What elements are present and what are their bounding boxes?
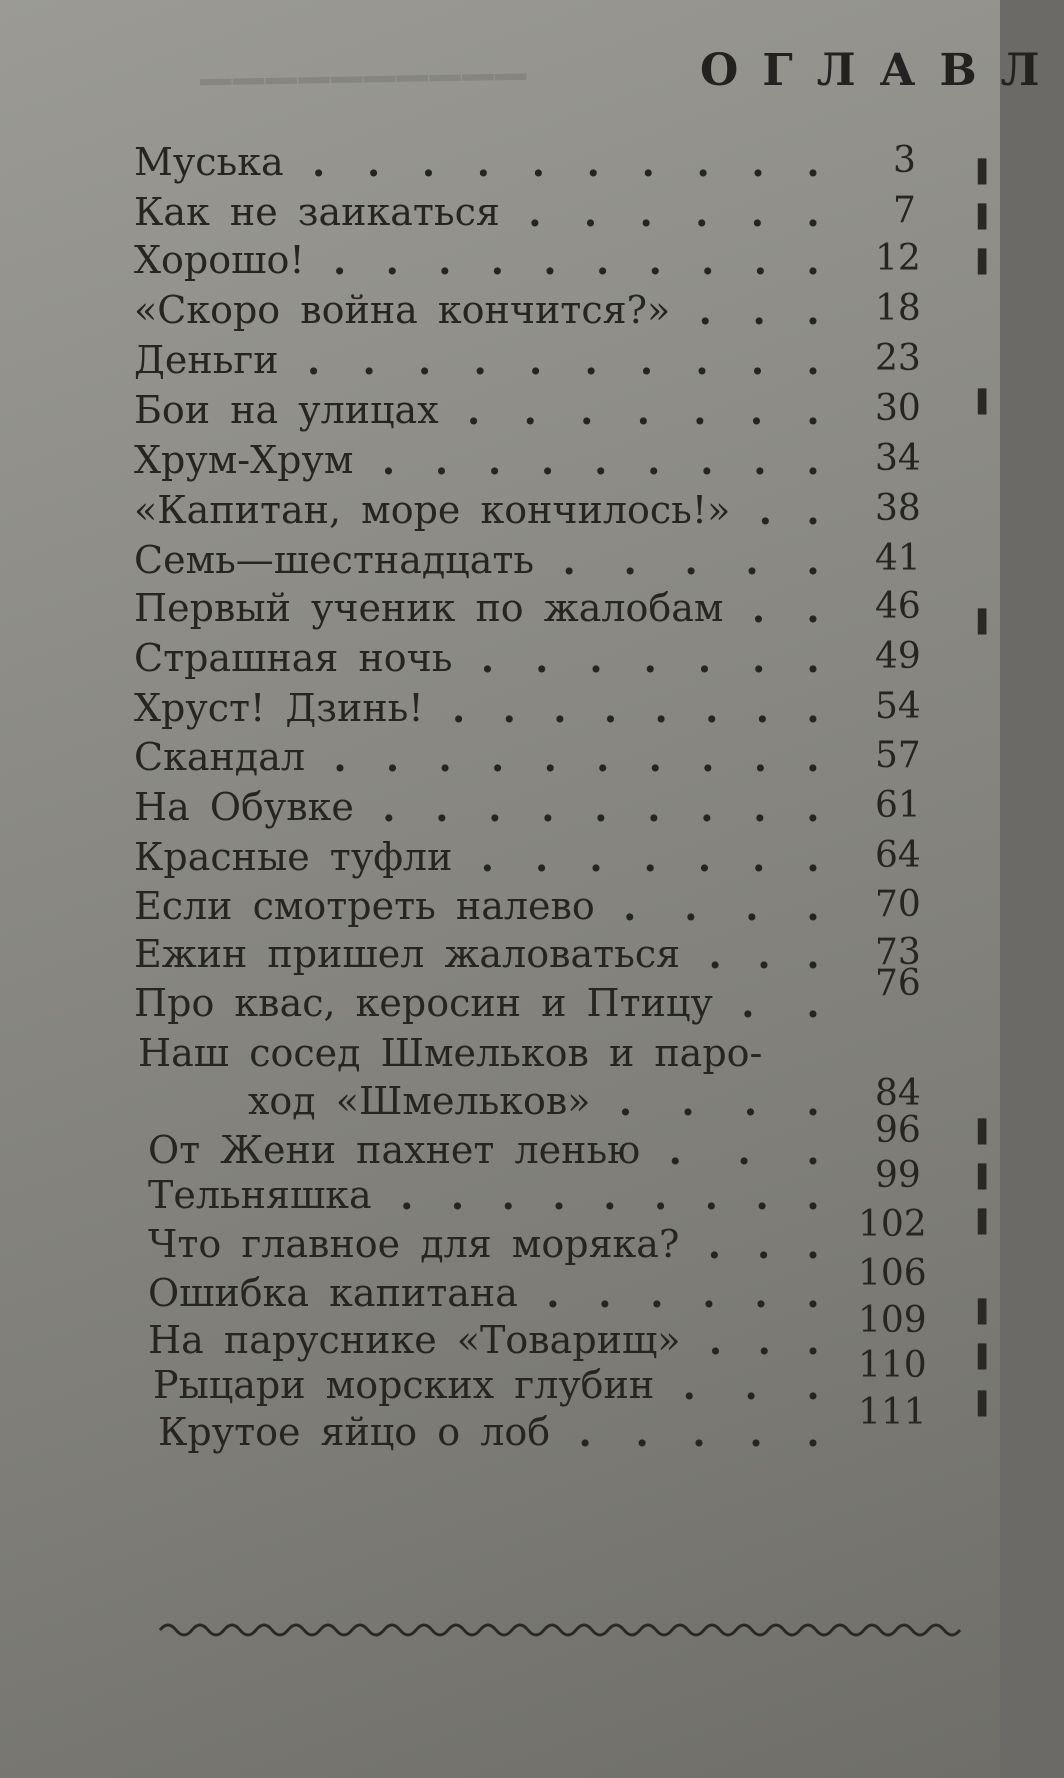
leader-dots: . . . . . . . (467, 388, 820, 433)
toc-entry-title: «Скоро война кончится?» (134, 288, 671, 332)
toc-entry-title: ход «Шмельков» (248, 1079, 591, 1123)
leader-dots: . . . (682, 1363, 820, 1408)
toc-entry-page: 76 (875, 963, 921, 1004)
facing-column-fragment: ▌ (978, 205, 995, 230)
toc-entry-page: 106 (858, 1253, 927, 1294)
toc-entry-page: 102 (858, 1204, 927, 1245)
toc-entry-title: Семь—шестнадцать (134, 538, 535, 582)
leader-dots: . . . . . . . . . . (333, 735, 820, 780)
toc-entry-page: 84 (875, 1073, 921, 1114)
toc-entry-title: Красные туфли (134, 835, 453, 879)
facing-column-fragment: ▌ (978, 1345, 995, 1370)
leader-dots: . . . (668, 1128, 820, 1173)
facing-column-fragment: ▌ (978, 1165, 995, 1190)
toc-entry-title: Тельняшка (148, 1173, 372, 1217)
toc-entry-title: Хрум-Хрум (134, 438, 354, 482)
toc-entry-page: 70 (875, 884, 921, 925)
leader-dots: . . . . . . . . . (381, 438, 820, 483)
toc-entry-title: Наш сосед Шмельков и паро- (138, 1031, 763, 1075)
leader-dots: . . . (698, 288, 820, 333)
toc-entry-title: Скандал (134, 735, 305, 779)
toc-entry-page: 99 (875, 1155, 921, 1196)
toc-entry-page: 18 (875, 288, 921, 329)
toc-entry-title: «Капитан, море кончилось!» (134, 488, 731, 532)
leader-dots: . . . . (623, 884, 820, 929)
leader-dots: . . . . . . . (480, 636, 820, 681)
leader-dots: . . . (707, 1222, 820, 1267)
toc-entry-title: Про квас, керосин и Птицу (134, 981, 713, 1025)
toc-entry-title: Ошибка капитана (148, 1271, 518, 1315)
facing-column-fragment: ▌ (978, 390, 995, 415)
toc-entry-page: 109 (858, 1300, 927, 1341)
toc-entry-title: Бои на улицах (134, 388, 439, 432)
toc-entry-title: Деньги (134, 338, 279, 382)
leader-dots: . . . (708, 1318, 820, 1363)
toc-entry-page: 96 (875, 1110, 921, 1151)
leader-dots: . . (741, 981, 820, 1026)
toc-entry-page: 34 (875, 438, 921, 479)
toc-entry-title: Страшная ночь (134, 636, 453, 680)
leader-dots: . . . . . . . . . . (307, 338, 820, 383)
toc-entry-title: Муська (134, 140, 284, 184)
leader-dots: . . . . . . . (480, 835, 820, 880)
toc-entry-page: 23 (875, 338, 921, 379)
leader-dots: . . (758, 488, 820, 533)
leader-dots: . . . . . . . . . . (333, 238, 820, 283)
facing-column-fragment: ▌ (978, 250, 995, 275)
toc-entry-page: 49 (875, 636, 921, 677)
toc-entry-title: Что главное для моряка? (148, 1222, 680, 1266)
toc-entry-page: 73 (875, 932, 921, 973)
toc-entry-page: 64 (875, 835, 921, 876)
facing-column-fragment: ▌ (978, 1210, 995, 1235)
toc-entry-page: 57 (875, 735, 921, 776)
show-through-text: ▁▁▁▁▁▁▁▁▁▁ (199, 33, 529, 86)
leader-dots: . . . . . . (528, 190, 820, 235)
toc-entry-title: Хорошо! (134, 238, 305, 282)
leader-dots: . . . . . . . . . (400, 1173, 820, 1218)
toc-entry-page: 30 (875, 388, 921, 429)
toc-entry-page: 54 (875, 686, 921, 727)
leader-dots: . . . (708, 932, 820, 977)
toc-entry-page: 12 (875, 238, 921, 279)
facing-column-fragment: ▌ (978, 1392, 995, 1417)
toc-entry-page: 61 (875, 785, 921, 826)
toc-entry-title: На паруснике «Товарищ» (148, 1318, 681, 1362)
toc-entry-page: 41 (875, 538, 921, 579)
toc-entry-title: Рыцари морских глубин (153, 1363, 655, 1407)
toc-entry-title: На Обувке (134, 785, 354, 829)
toc-entry-title: Хруст! Дзинь! (134, 686, 424, 730)
leader-dots: . . . . . . . . (452, 686, 820, 731)
toc-entry-title: Ежин пришел жаловаться (134, 932, 681, 976)
toc-entry-page: 46 (875, 586, 921, 627)
toc-entry-page: 3 (893, 140, 916, 181)
decorative-wave-rule (160, 1615, 970, 1645)
leader-dots: . . . . . (562, 538, 820, 583)
leader-dots: . . (751, 586, 820, 631)
facing-column-fragment: ▌ (978, 610, 995, 635)
leader-dots: . . . . (618, 1079, 820, 1124)
toc-entry-title: Крутое яйцо о лоб (158, 1410, 551, 1454)
facing-column-fragment: ▌ (978, 160, 995, 185)
leader-dots: . . . . . . (546, 1271, 820, 1316)
facing-column-fragment: ▌ (978, 1120, 995, 1145)
leader-dots: . . . . . . . . . . (312, 140, 820, 185)
toc-entry-title: Первый ученик по жалобам (134, 586, 724, 630)
contents-heading: ОГЛАВЛ (700, 45, 1064, 96)
facing-column-fragment: ▌ (978, 1300, 995, 1325)
toc-entry-page: 38 (875, 488, 921, 529)
toc-entry-title: Если смотреть налево (134, 884, 595, 928)
toc-entry-page: 110 (858, 1345, 927, 1386)
leader-dots: . . . . . . . . . (382, 785, 820, 830)
toc-entry-page: 111 (858, 1392, 927, 1433)
toc-entry-title: Как не заикаться (134, 190, 500, 234)
toc-entry-title: От Жени пахнет ленью (148, 1128, 641, 1172)
leader-dots: . . . . . (578, 1410, 820, 1455)
toc-entry-page: 7 (893, 190, 916, 231)
